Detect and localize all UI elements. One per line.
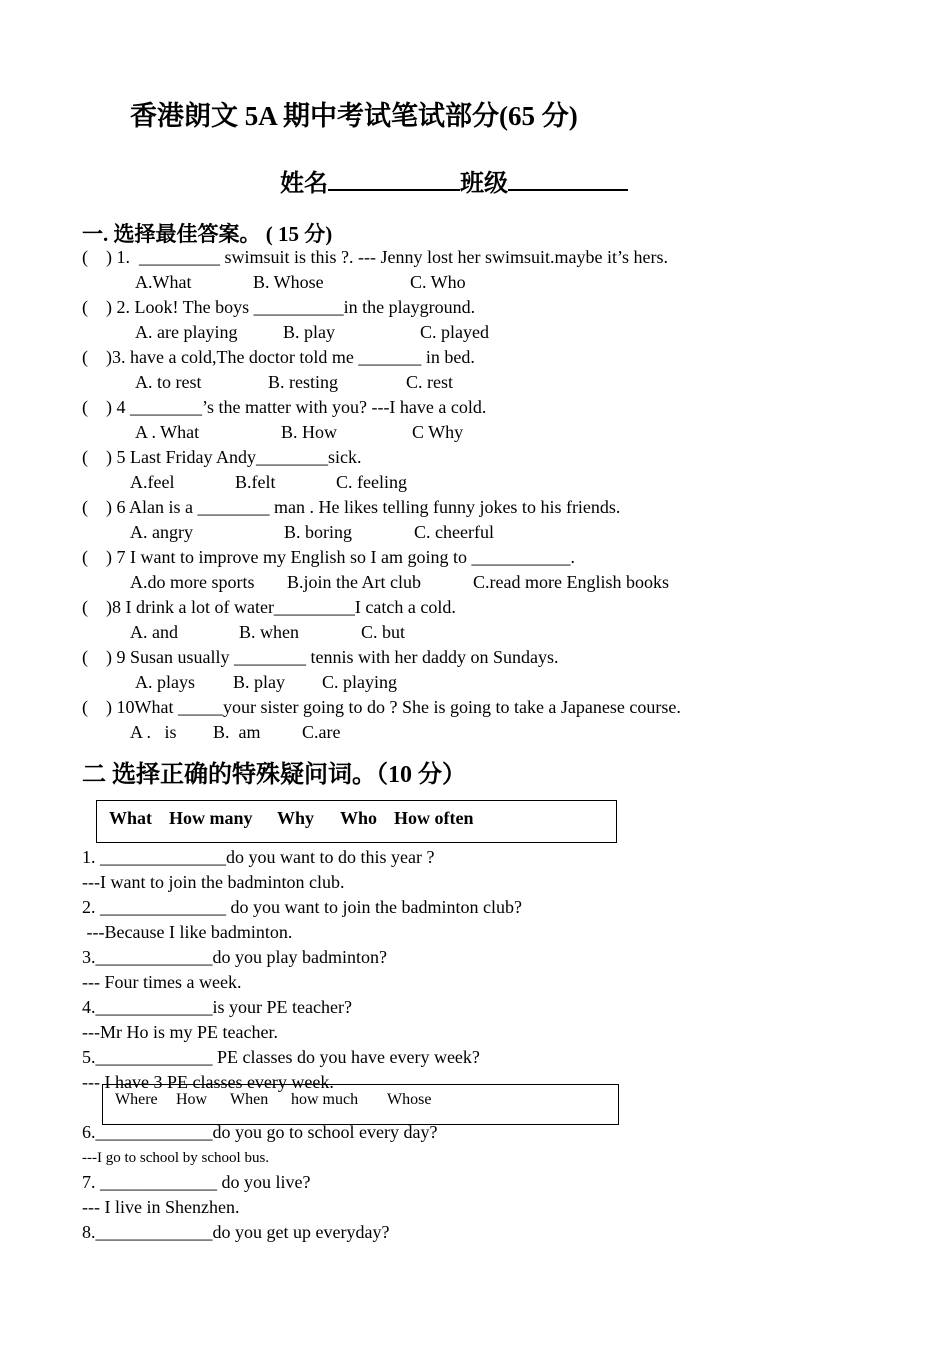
answer-line: ---Mr Ho is my PE teacher. [82, 1022, 278, 1042]
fill-line: 7. _____________ do you live? [82, 1172, 311, 1192]
option-a[interactable]: A. to rest [135, 372, 202, 392]
option-b[interactable]: B. resting [268, 372, 338, 392]
fill-line: 1. ______________do you want to do this year ? [82, 847, 435, 867]
word-chip[interactable]: How many [169, 808, 253, 828]
word-chip[interactable]: How [176, 1091, 208, 1108]
option-b[interactable]: B. How [281, 422, 338, 442]
option-b[interactable]: B. boring [284, 522, 353, 542]
question-stem: ( ) 7 I want to improve my English so I am going to ___________. [82, 547, 575, 567]
option-c[interactable]: C. cheerful [414, 522, 494, 542]
question-stem: ( ) 5 Last Friday Andy________sick. [82, 447, 362, 467]
fill-line: 4._____________is your PE teacher? [82, 997, 352, 1017]
option-b[interactable]: B.felt [235, 472, 276, 492]
answer-line: ---I go to school by school bus. [82, 1150, 270, 1166]
option-a[interactable]: A. are playing [135, 322, 238, 342]
fill-line: 8._____________do you get up everyday? [82, 1222, 390, 1242]
section1-heading: 一. 选择最佳答案。 ( 15 分) [82, 222, 333, 246]
option-c[interactable]: C. playing [322, 672, 397, 692]
option-a[interactable]: A.do more sports [130, 572, 255, 592]
option-b[interactable]: B. play [233, 672, 285, 692]
option-a[interactable]: A. and [130, 622, 178, 642]
fill-line: 3._____________do you play badminton? [82, 947, 387, 967]
question-stem: ( )3. have a cold,The doctor told me _______ in bed. [82, 347, 475, 367]
option-b[interactable]: B. play [283, 322, 335, 342]
question-stem: ( ) 6 Alan is a ________ man . He likes telling funny jokes to his friends. [82, 497, 621, 517]
word-chip[interactable]: When [230, 1091, 269, 1108]
class-blank[interactable] [508, 167, 628, 191]
fill-line: 2. ______________ do you want to join the badminton club? [82, 897, 522, 917]
option-c[interactable]: C.are [302, 722, 341, 742]
option-c[interactable]: C Why [412, 422, 464, 442]
option-c[interactable]: C. but [361, 622, 406, 642]
word-chip[interactable]: Who [340, 808, 378, 828]
question-stem: ( ) 9 Susan usually ________ tennis with her daddy on Sundays. [82, 647, 559, 667]
option-b[interactable]: B. Whose [253, 272, 324, 292]
option-b[interactable]: B. when [239, 622, 299, 642]
option-a[interactable]: A . is [130, 722, 177, 742]
option-a[interactable]: A . What [135, 422, 200, 442]
option-b[interactable]: B.join the Art club [287, 572, 421, 592]
word-box-1 [96, 800, 617, 843]
option-c[interactable]: C. rest [406, 372, 453, 392]
word-chip[interactable]: how much [291, 1091, 359, 1108]
option-c[interactable]: C.read more English books [473, 572, 669, 592]
question-stem: ( ) 4 ________’s the matter with you? ---I have a cold. [82, 397, 487, 417]
word-chip[interactable]: Whose [387, 1091, 432, 1108]
name-blank[interactable] [328, 167, 460, 191]
answer-line: ---Because I like badminton. [82, 922, 293, 942]
word-chip[interactable]: Where [115, 1091, 158, 1108]
answer-line: --- Four times a week. [82, 972, 242, 992]
class-label: 班级 [460, 171, 508, 197]
name-class-row [280, 163, 628, 198]
question-stem: ( )8 I drink a lot of water_________I catch a cold. [82, 597, 456, 617]
word-chip[interactable]: How often [394, 808, 474, 828]
word-chip[interactable]: What [109, 808, 153, 828]
page-title: 香港朗文 5A 期中考试笔试部分(65 分) [130, 101, 578, 131]
option-b[interactable]: B. am [213, 722, 261, 742]
answer-line: --- I live in Shenzhen. [82, 1197, 240, 1217]
option-c[interactable]: C. Who [410, 272, 466, 292]
section2-heading: 二 选择正确的特殊疑问词。（10 分） [82, 762, 466, 788]
question-stem: ( ) 2. Look! The boys __________in the playground. [82, 297, 476, 317]
option-a[interactable]: A.feel [130, 472, 175, 492]
word-box-2 [102, 1084, 619, 1125]
name-label: 姓名 [280, 171, 328, 197]
answer-line: ---I want to join the badminton club. [82, 872, 345, 892]
option-a[interactable]: A.What [135, 272, 192, 292]
answer-line: --- I have 3 PE classes every week. [82, 1072, 334, 1092]
fill-line: 6._____________do you go to school every day? [82, 1122, 438, 1142]
option-c[interactable]: C. played [420, 322, 489, 342]
fill-line: 5._____________ PE classes do you have every week? [82, 1047, 480, 1067]
question-stem: ( ) 10What _____your sister going to do ? She is going to take a Japanese course. [82, 697, 681, 717]
option-c[interactable]: C. feeling [336, 472, 407, 492]
option-a[interactable]: A. plays [135, 672, 195, 692]
question-stem: ( ) 1. _________ swimsuit is this ?. --- Jenny lost her swimsuit.maybe it’s hers. [82, 247, 668, 267]
option-a[interactable]: A. angry [130, 522, 193, 542]
word-chip[interactable]: Why [277, 808, 315, 828]
